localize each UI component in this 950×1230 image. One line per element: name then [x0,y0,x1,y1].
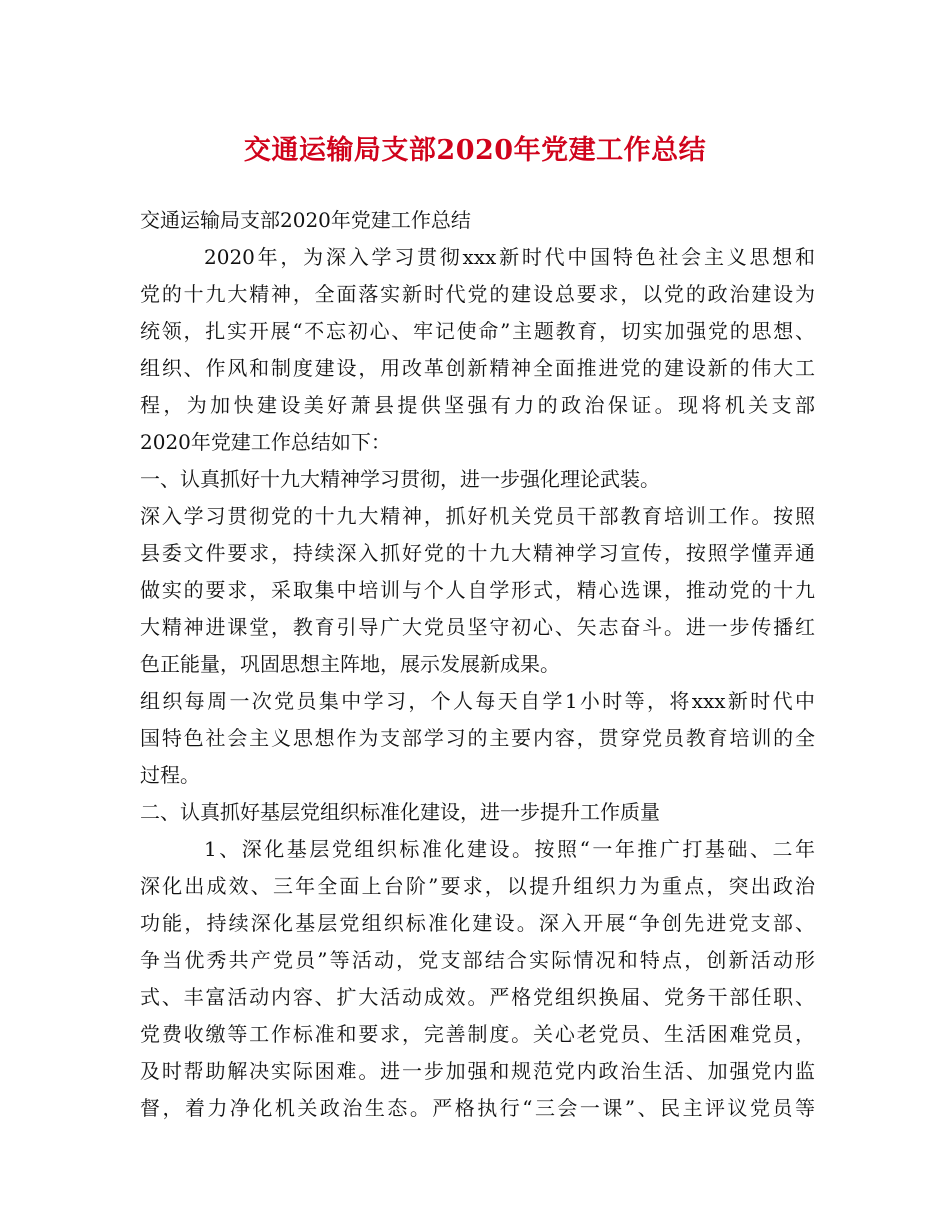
paragraph-line: 2020年，为深入学习贯彻xxx新时代中国特色社会主义思想和 [204,245,815,269]
paragraph-line: 式、丰富活动内容、扩大活动成效。严格党组织换届、党务干部任职、 [140,985,815,1009]
paragraph-line: 过程。 [140,763,200,787]
paragraph-line: 深化出成效、三年全面上台阶”要求，以提升组织力为重点，突出政治 [140,874,815,898]
paragraph-line: 做实的要求，采取集中培训与个人自学形式，精心选课，推动党的十九 [140,578,815,602]
paragraph-line: 党费收缴等工作标准和要求，完善制度。关心老党员、生活困难党员， [140,1022,815,1046]
paragraph-line: 1、深化基层党组织标准化建设。按照“一年推广打基础、二年 [204,837,815,861]
paragraph-line: 县委文件要求，持续深入抓好党的十九大精神学习宣传，按照学懂弄通 [140,541,815,565]
document-body [140,202,815,1127]
paragraph-line: 色正能量，巩固思想主阵地，展示发展新成果。 [140,652,560,676]
paragraph-line: 组织、作风和制度建设，用改革创新精神全面推进党的建设新的伟大工 [140,356,815,380]
paragraph-line: 功能，持续深化基层党组织标准化建设。深入开展“争创先进党支部、 [140,911,815,935]
document-title: 交通运输局支部2020年党建工作总结 [243,135,707,166]
paragraph-line: 深入学习贯彻党的十九大精神，抓好机关党员干部教育培训工作。按照 [140,504,815,528]
paragraph-line: 二、认真抓好基层党组织标准化建设，进一步提升工作质量 [140,800,660,824]
paragraph-line: 交通运输局支部2020年党建工作总结 [140,208,471,232]
paragraph-line: 大精神进课堂，教育引导广大党员坚守初心、矢志奋斗。进一步传播红 [140,615,815,639]
paragraph-line: 及时帮助解决实际困难。进一步加强和规范党内政治生活、加强党内监 [140,1059,815,1083]
paragraph-line: 组织每周一次党员集中学习，个人每天自学1小时等，将xxx新时代中 [140,689,815,713]
paragraph-line: 争当优秀共产党员”等活动，党支部结合实际情况和特点，创新活动形 [140,948,815,972]
paragraph-line: 2020年党建工作总结如下： [140,430,391,454]
paragraph-line: 统领，扎实开展“不忘初心、牢记使命”主题教育，切实加强党的思想、 [140,319,815,343]
paragraph-line: 国特色社会主义思想作为支部学习的主要内容，贯穿党员教育培训的全 [140,726,815,750]
paragraph-line: 党的十九大精神，全面落实新时代党的建设总要求，以党的政治建设为 [140,282,815,306]
paragraph-line: 程，为加快建设美好萧县提供坚强有力的政治保证。现将机关支部 [140,393,815,417]
paragraph-line: 一、认真抓好十九大精神学习贯彻，进一步强化理论武装。 [140,467,660,491]
paragraph-line: 督，着力净化机关政治生态。严格执行“三会一课”、民主评议党员等 [140,1096,815,1120]
